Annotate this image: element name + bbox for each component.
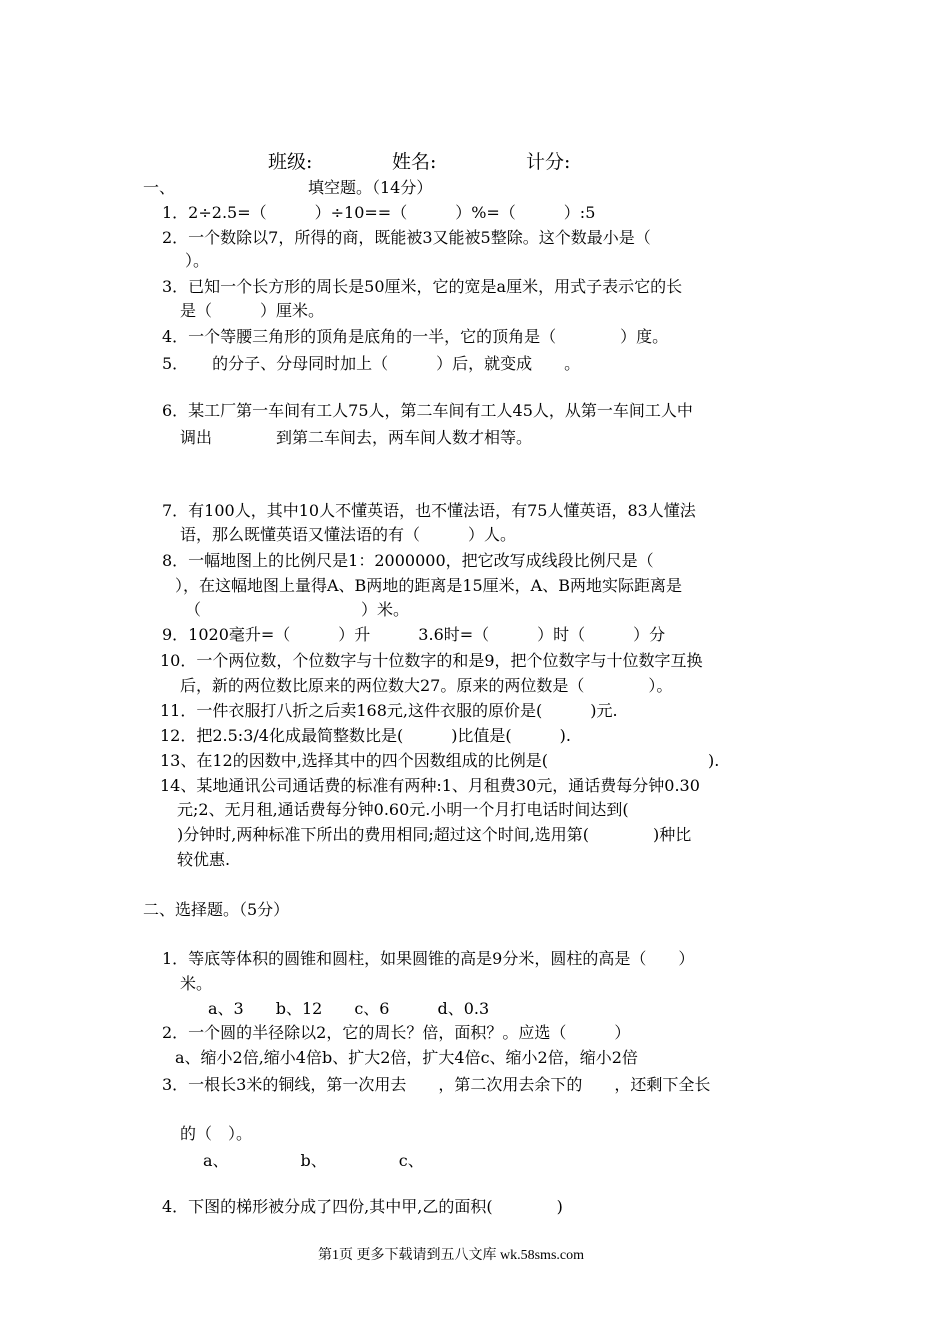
score-label: 计分: xyxy=(526,151,571,173)
choice-question-1-cont: 米。 xyxy=(180,974,213,993)
question-12: 12．把2.5:3/4化成最简整数比是( )比值是( ). xyxy=(160,726,572,745)
question-2: 2．一个数除以7，所得的商，既能被3又能被5整除。这个数最小是（ xyxy=(162,228,651,247)
question-2-cont: ）。 xyxy=(185,251,210,270)
name-label: 姓名: xyxy=(392,151,437,173)
section1-number: 一、 xyxy=(143,178,176,197)
choice-question-4: 4．下图的梯形被分成了四份,其中甲,乙的面积( ) xyxy=(162,1197,563,1216)
question-14-cont: 元;2、无月租,通话费每分钟0.60元.小明一个月打电话时间达到( xyxy=(177,800,629,819)
question-13: 13、在12的因数中,选择其中的四个因数组成的比例是( ). xyxy=(160,751,720,770)
question-8-cont2: （ ）米。 xyxy=(185,600,410,619)
question-8: 8．一幅地图上的比例尺是1：2000000，把它改写成线段比例尺是（ xyxy=(162,551,654,570)
question-11: 11．一件衣服打八折之后卖168元,这件衣服的原价是( )元. xyxy=(160,701,618,720)
choice-question-3-options: a、 b、 c、 xyxy=(203,1151,424,1170)
choice-question-1: 1．等底等体积的圆锥和圆柱，如果圆锥的高是9分米，圆柱的高是（ ） xyxy=(162,949,695,968)
question-1: 1．2÷2.5=（ ）÷10==（ ）%=（ ）:5 xyxy=(162,203,596,222)
question-10-cont: 后，新的两位数比原来的两位数大27。原来的两位数是（ ）。 xyxy=(180,676,673,695)
question-14: 14、某地通讯公司通话费的标准有两种:1、月租费30元，通话费每分钟0.30 xyxy=(160,776,700,795)
question-3: 3．已知一个长方形的周长是50厘米，它的宽是a厘米，用式子表示它的长 xyxy=(162,277,683,296)
question-9: 9．1020毫升=（ ）升 3.6时=（ ）时（ ）分 xyxy=(162,625,666,644)
choice-question-3-cont: 的（ ）。 xyxy=(180,1124,253,1143)
choice-question-3: 3．一根长3米的铜线，第一次用去 ，第二次用去余下的 ，还剩下全长 xyxy=(162,1075,711,1094)
question-6-cont: 调出 到第二车间去，两车间人数才相等。 xyxy=(180,428,533,447)
question-5: 5． 的分子、分母同时加上（ ）后，就变成 。 xyxy=(162,354,581,373)
question-14-cont2: )分钟时,两种标准下所出的费用相同;超过这个时间,选用第( )种比 xyxy=(177,825,692,844)
question-4: 4．一个等腰三角形的顶角是底角的一半，它的顶角是（ ）度。 xyxy=(162,327,669,346)
choice-question-2-options: a、缩小2倍,缩小4倍b、扩大2倍，扩大4倍c、缩小2倍，缩小2倍 xyxy=(175,1048,638,1067)
choice-question-2: 2．一个圆的半径除以2，它的周长？倍，面积？。应选（ ） xyxy=(162,1023,631,1042)
question-7: 7．有100人，其中10人不懂英语，也不懂法语，有75人懂英语，83人懂法 xyxy=(162,501,696,520)
question-10: 10．一个两位数，个位数字与十位数字的和是9，把个位数字与十位数字互换 xyxy=(160,651,703,670)
question-7-cont: 语，那么既懂英语又懂法语的有（ ）人。 xyxy=(180,525,517,544)
choice-question-1-options: a、3 b、12 c、6 d、0.3 xyxy=(208,999,490,1018)
section1-title: 填空题。（14分） xyxy=(308,178,433,197)
class-label: 班级: xyxy=(268,151,313,173)
question-3-cont: 是（ ）厘米。 xyxy=(180,301,325,320)
question-8-cont: ），在这幅地图上量得A、B两地的距离是15厘米，A、B两地实际距离是 xyxy=(175,576,682,595)
page-footer: 第1页 更多下载请到五八文库 wk.58sms.com xyxy=(318,1248,584,1263)
question-14-cont3: 较优惠. xyxy=(177,850,231,869)
section2-title: 二、选择题。（5分） xyxy=(143,900,290,919)
question-6: 6．某工厂第一车间有工人75人，第二车间有工人45人，从第一车间工人中 xyxy=(162,401,693,420)
